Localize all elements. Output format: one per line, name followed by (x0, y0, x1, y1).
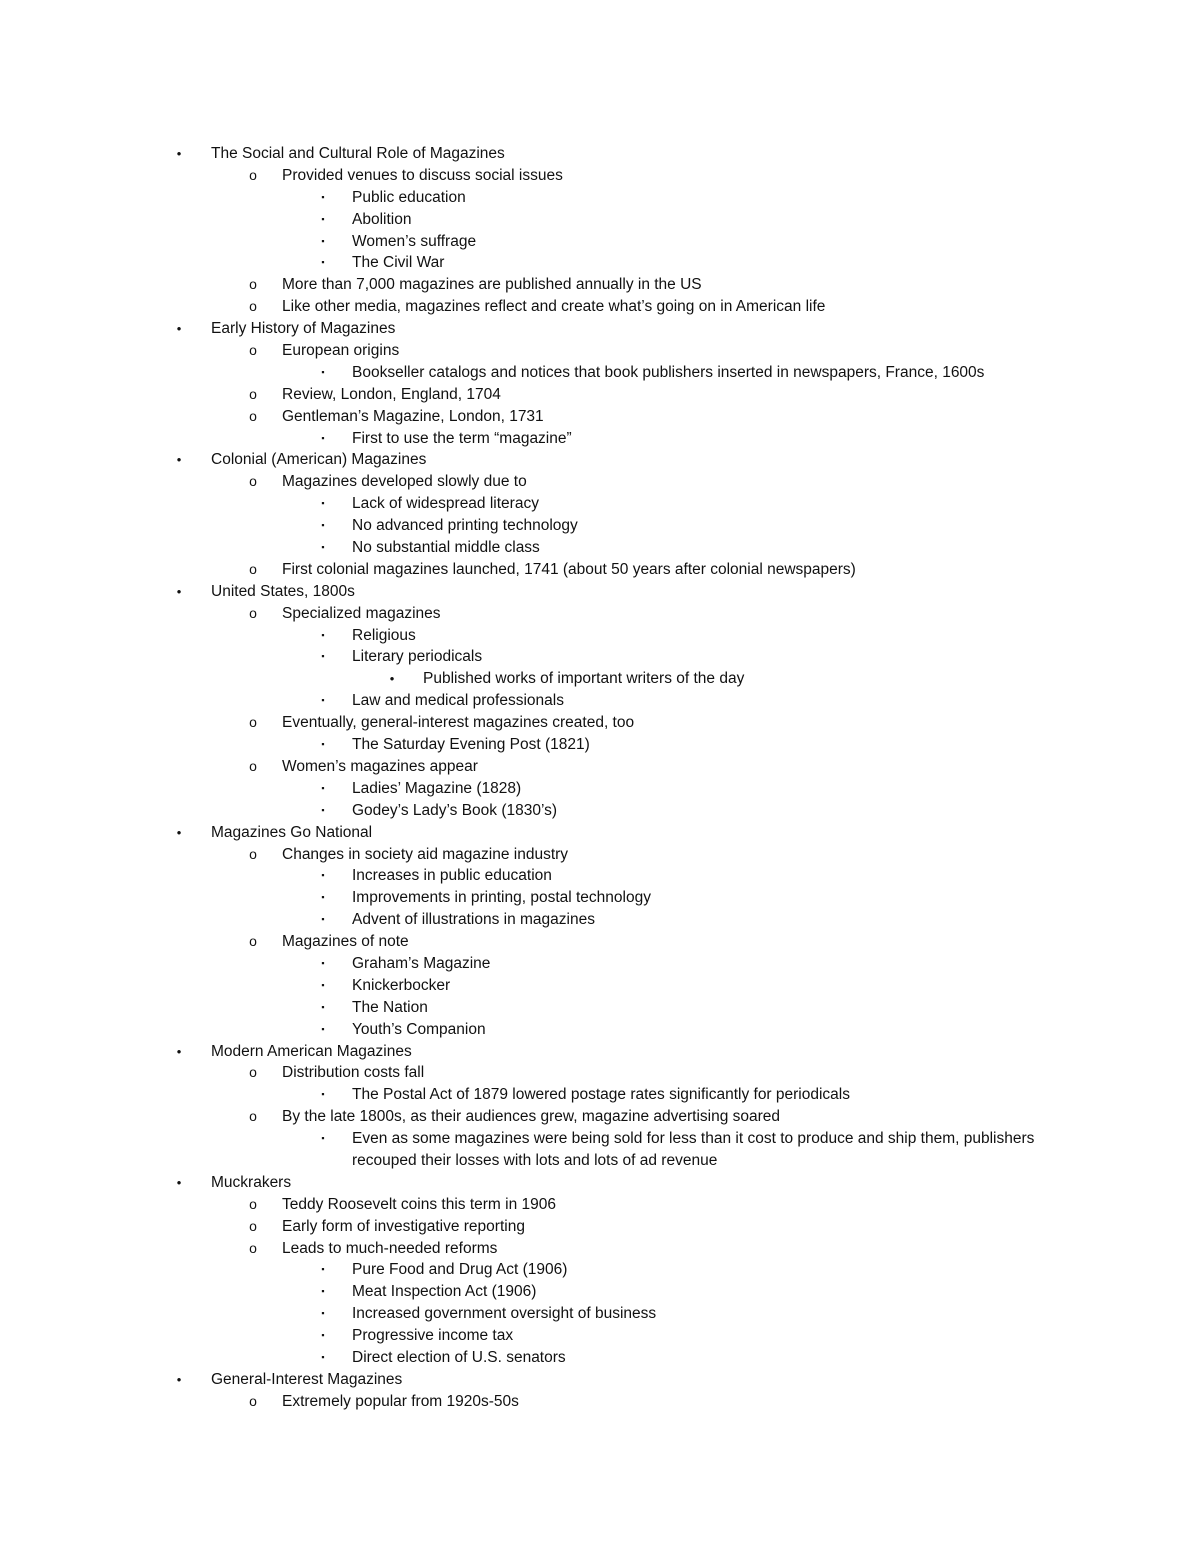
document-outline (0, 143, 1200, 1413)
outline-item-level-2 (0, 1325, 1200, 1347)
outline-item-text: Like other media, magazines reflect and create what’s going on in American life (282, 298, 826, 316)
outline-item-text: Meat Inspection Act (1906) (352, 1283, 537, 1301)
outline-item-text: Direct election of U.S. senators (352, 1349, 566, 1367)
square-bullet-icon: ▪ (321, 892, 325, 903)
outline-item-level-1 (0, 165, 1200, 187)
outline-item-text: Women’s magazines appear (282, 757, 478, 775)
square-bullet-icon: ▪ (321, 979, 325, 990)
outline-item-text: Public education (352, 188, 466, 206)
outline-item-text: Progressive income tax (352, 1327, 514, 1345)
square-bullet-icon: ▪ (321, 629, 325, 640)
outline-item-level-1 (0, 340, 1200, 362)
outline-item-level-0 (0, 449, 1200, 471)
outline-item-text: Lack of widespread literacy (352, 495, 539, 513)
outline-item-level-0 (0, 318, 1200, 340)
outline-item-text: Abolition (352, 210, 412, 228)
outline-item-text: European origins (282, 342, 400, 360)
square-bullet-icon: ▪ (321, 1089, 325, 1100)
bullet-icon: • (389, 671, 395, 687)
square-bullet-icon: ▪ (321, 870, 325, 881)
circle-bullet-icon: o (249, 276, 257, 293)
outline-item-text: No advanced printing technology (352, 517, 578, 535)
circle-bullet-icon: o (249, 1217, 257, 1234)
circle-bullet-icon: o (249, 757, 257, 774)
outline-item-text: Magazines of note (282, 933, 409, 951)
outline-item-level-3 (0, 668, 1200, 690)
circle-bullet-icon: o (249, 714, 257, 731)
outline-item-text: Godey’s Lady’s Book (1830’s) (352, 801, 558, 819)
circle-bullet-icon: o (249, 1064, 257, 1081)
outline-item-level-2 (0, 953, 1200, 975)
outline-item-level-0 (0, 581, 1200, 603)
square-bullet-icon: ▪ (321, 542, 325, 553)
square-bullet-icon: ▪ (321, 782, 325, 793)
outline-item-text: Modern American Magazines (211, 1042, 412, 1060)
outline-item-level-0 (0, 822, 1200, 844)
outline-item-text: Colonial (American) Magazines (211, 451, 427, 469)
outline-item-level-1 (0, 384, 1200, 406)
square-bullet-icon: ▪ (321, 213, 325, 224)
outline-item-level-0 (0, 1172, 1200, 1194)
outline-item-level-0 (0, 143, 1200, 165)
square-bullet-icon: ▪ (321, 191, 325, 202)
outline-item-level-2 (0, 625, 1200, 647)
circle-bullet-icon: o (249, 845, 257, 862)
outline-item-text: Changes in society aid magazine industry (282, 845, 569, 863)
outline-item-text: Ladies’ Magazine (1828) (352, 779, 522, 797)
outline-item-level-2 (0, 778, 1200, 800)
square-bullet-icon: ▪ (321, 1286, 325, 1297)
outline-item-level-1 (0, 274, 1200, 296)
outline-item-level-1 (0, 406, 1200, 428)
circle-bullet-icon: o (249, 560, 257, 577)
square-bullet-icon: ▪ (321, 1001, 325, 1012)
outline-item-text: Magazines developed slowly due to (282, 473, 527, 491)
bullet-icon: • (176, 321, 182, 337)
square-bullet-icon: ▪ (321, 1023, 325, 1034)
circle-bullet-icon: o (249, 1239, 257, 1256)
bullet-icon: • (176, 146, 182, 161)
square-bullet-icon: ▪ (321, 520, 325, 531)
outline-item-text: No substantial middle class (352, 539, 540, 557)
outline-item-text: Extremely popular from 1920s-50s (282, 1392, 519, 1410)
circle-bullet-icon: o (249, 1195, 257, 1212)
square-bullet-icon: ▪ (321, 804, 325, 815)
outline-item-level-1 (0, 1062, 1200, 1084)
outline-item-text: Specialized magazines (282, 604, 441, 622)
square-bullet-icon: ▪ (321, 432, 325, 443)
outline-item-level-2 (0, 887, 1200, 909)
outline-item-level-2 (0, 975, 1200, 997)
outline-item-text: United States, 1800s (211, 582, 355, 600)
outline-item-level-2 (0, 997, 1200, 1019)
outline-item-text: Improvements in printing, postal technology (352, 889, 651, 907)
outline-item-level-2 (0, 362, 1200, 384)
outline-item-text: Religious (352, 626, 416, 644)
outline-item-level-0 (0, 1041, 1200, 1063)
outline-item-text: Published works of important writers of the day (423, 670, 745, 688)
circle-bullet-icon: o (249, 385, 257, 402)
square-bullet-icon: ▪ (321, 651, 325, 662)
outline-item-level-2 (0, 646, 1200, 668)
circle-bullet-icon: o (249, 166, 257, 183)
outline-item-text: By the late 1800s, as their audiences grew, magazine advertising soared (282, 1108, 781, 1126)
outline-item-level-2 (0, 187, 1200, 209)
outline-item-text: Women’s suffrage (352, 232, 477, 250)
outline-item-level-2 (0, 909, 1200, 931)
outline-item-text: The Nation (352, 998, 428, 1016)
outline-item-level-2 (0, 800, 1200, 822)
square-bullet-icon: ▪ (321, 695, 325, 706)
outline-item-level-2 (0, 1019, 1200, 1041)
bullet-icon: • (176, 1043, 182, 1059)
square-bullet-icon: ▪ (321, 957, 325, 968)
outline-item-level-1 (0, 1238, 1200, 1260)
outline-item-level-1 (0, 296, 1200, 318)
square-bullet-icon: ▪ (321, 366, 325, 377)
circle-bullet-icon: o (249, 298, 257, 315)
outline-item-level-2 (0, 1259, 1200, 1281)
outline-item-text: Early form of investigative reporting (282, 1217, 525, 1235)
circle-bullet-icon: o (249, 604, 257, 621)
outline-item-level-1 (0, 471, 1200, 493)
outline-item-text: Increased government oversight of business (352, 1305, 657, 1323)
square-bullet-icon: ▪ (321, 914, 325, 925)
outline-item-level-2 (0, 515, 1200, 537)
outline-item-level-2 (0, 537, 1200, 559)
outline-item-level-2 (0, 734, 1200, 756)
outline-item-text: Pure Food and Drug Act (1906) (352, 1261, 568, 1279)
bullet-icon: • (176, 1174, 182, 1190)
square-bullet-icon: ▪ (321, 1308, 325, 1319)
outline-item-level-1 (0, 1391, 1200, 1413)
outline-item-level-1 (0, 603, 1200, 625)
outline-item-text: Eventually, general-interest magazines created, too (282, 714, 635, 732)
outline-item-text: Even as some magazines were being sold for less than it cost to produce and ship them, publishers recouped their losses with lots and lots of ad revenue (352, 1130, 1035, 1169)
bullet-icon: • (176, 452, 182, 468)
outline-item-text: Graham’s Magazine (352, 954, 491, 972)
outline-item-text: The Saturday Evening Post (1821) (352, 736, 590, 754)
outline-item-level-2 (0, 1084, 1200, 1106)
outline-item-level-2 (0, 428, 1200, 450)
circle-bullet-icon: o (249, 1392, 257, 1409)
outline-item-level-1 (0, 1106, 1200, 1128)
outline-item-text: Advent of illustrations in magazines (352, 911, 595, 929)
outline-item-level-1 (0, 756, 1200, 778)
bullet-icon: • (176, 824, 182, 840)
outline-item-level-1 (0, 931, 1200, 953)
circle-bullet-icon: o (249, 1108, 257, 1125)
outline-item-text: The Civil War (352, 254, 445, 272)
outline-item-level-2 (0, 690, 1200, 712)
outline-item-level-1 (0, 1216, 1200, 1238)
outline-item-level-2 (0, 1347, 1200, 1369)
square-bullet-icon: ▪ (321, 1133, 325, 1144)
outline-item-text: Muckrakers (211, 1173, 292, 1191)
outline-item-level-1 (0, 712, 1200, 734)
outline-item-level-1 (0, 559, 1200, 581)
outline-item-text: First to use the term “magazine” (352, 429, 572, 447)
outline-item-text: Youth’s Companion (352, 1020, 486, 1038)
outline-item-text: Provided venues to discuss social issues (282, 166, 563, 184)
circle-bullet-icon: o (249, 473, 257, 490)
outline-item-level-2 (0, 1281, 1200, 1303)
outline-item-level-1 (0, 1194, 1200, 1216)
square-bullet-icon: ▪ (321, 739, 325, 750)
outline-item-level-2 (0, 231, 1200, 253)
outline-item-text: Review, London, England, 1704 (282, 385, 501, 403)
outline-item-level-2 (0, 209, 1200, 231)
square-bullet-icon: ▪ (321, 235, 325, 246)
circle-bullet-icon: o (249, 342, 257, 359)
outline-item-level-0 (0, 1369, 1200, 1391)
outline-item-text: Leads to much-needed reforms (282, 1239, 498, 1257)
outline-item-text: General-Interest Magazines (211, 1370, 403, 1388)
outline-item-text: The Social and Cultural Role of Magazines (211, 145, 505, 162)
square-bullet-icon: ▪ (321, 1264, 325, 1275)
outline-item-text: Bookseller catalogs and notices that book publishers inserted in newspapers, France, 1600s (352, 363, 985, 381)
square-bullet-icon: ▪ (321, 257, 325, 268)
outline-item-text: Early History of Magazines (211, 320, 396, 338)
outline-item-text: Distribution costs fall (282, 1064, 425, 1082)
outline-item-level-2 (0, 252, 1200, 274)
circle-bullet-icon: o (249, 933, 257, 950)
outline-item-text: The Postal Act of 1879 lowered postage rates significantly for periodicals (352, 1086, 850, 1104)
square-bullet-icon: ▪ (321, 1352, 325, 1363)
outline-item-text: Gentleman’s Magazine, London, 1731 (282, 407, 544, 425)
outline-item-level-1 (0, 844, 1200, 866)
outline-item-text: More than 7,000 magazines are published annually in the US (282, 276, 702, 294)
square-bullet-icon: ▪ (321, 1330, 325, 1341)
outline-item-text: Magazines Go National (211, 823, 373, 841)
outline-item-level-2 (0, 1303, 1200, 1325)
bullet-icon: • (176, 1371, 182, 1387)
square-bullet-icon: ▪ (321, 498, 325, 509)
circle-bullet-icon: o (249, 407, 257, 424)
outline-item-text: Literary periodicals (352, 648, 483, 666)
outline-item-level-2 (0, 1128, 1200, 1172)
outline-item-text: Law and medical professionals (352, 692, 564, 710)
outline-item-text: Increases in public education (352, 867, 552, 885)
outline-item-level-2 (0, 493, 1200, 515)
outline-item-level-2 (0, 865, 1200, 887)
outline-item-text: First colonial magazines launched, 1741 (about 50 years after colonial newspapers) (282, 560, 856, 578)
outline-item-text: Knickerbocker (352, 976, 451, 994)
bullet-icon: • (176, 583, 182, 599)
outline-item-text: Teddy Roosevelt coins this term in 1906 (282, 1195, 556, 1213)
